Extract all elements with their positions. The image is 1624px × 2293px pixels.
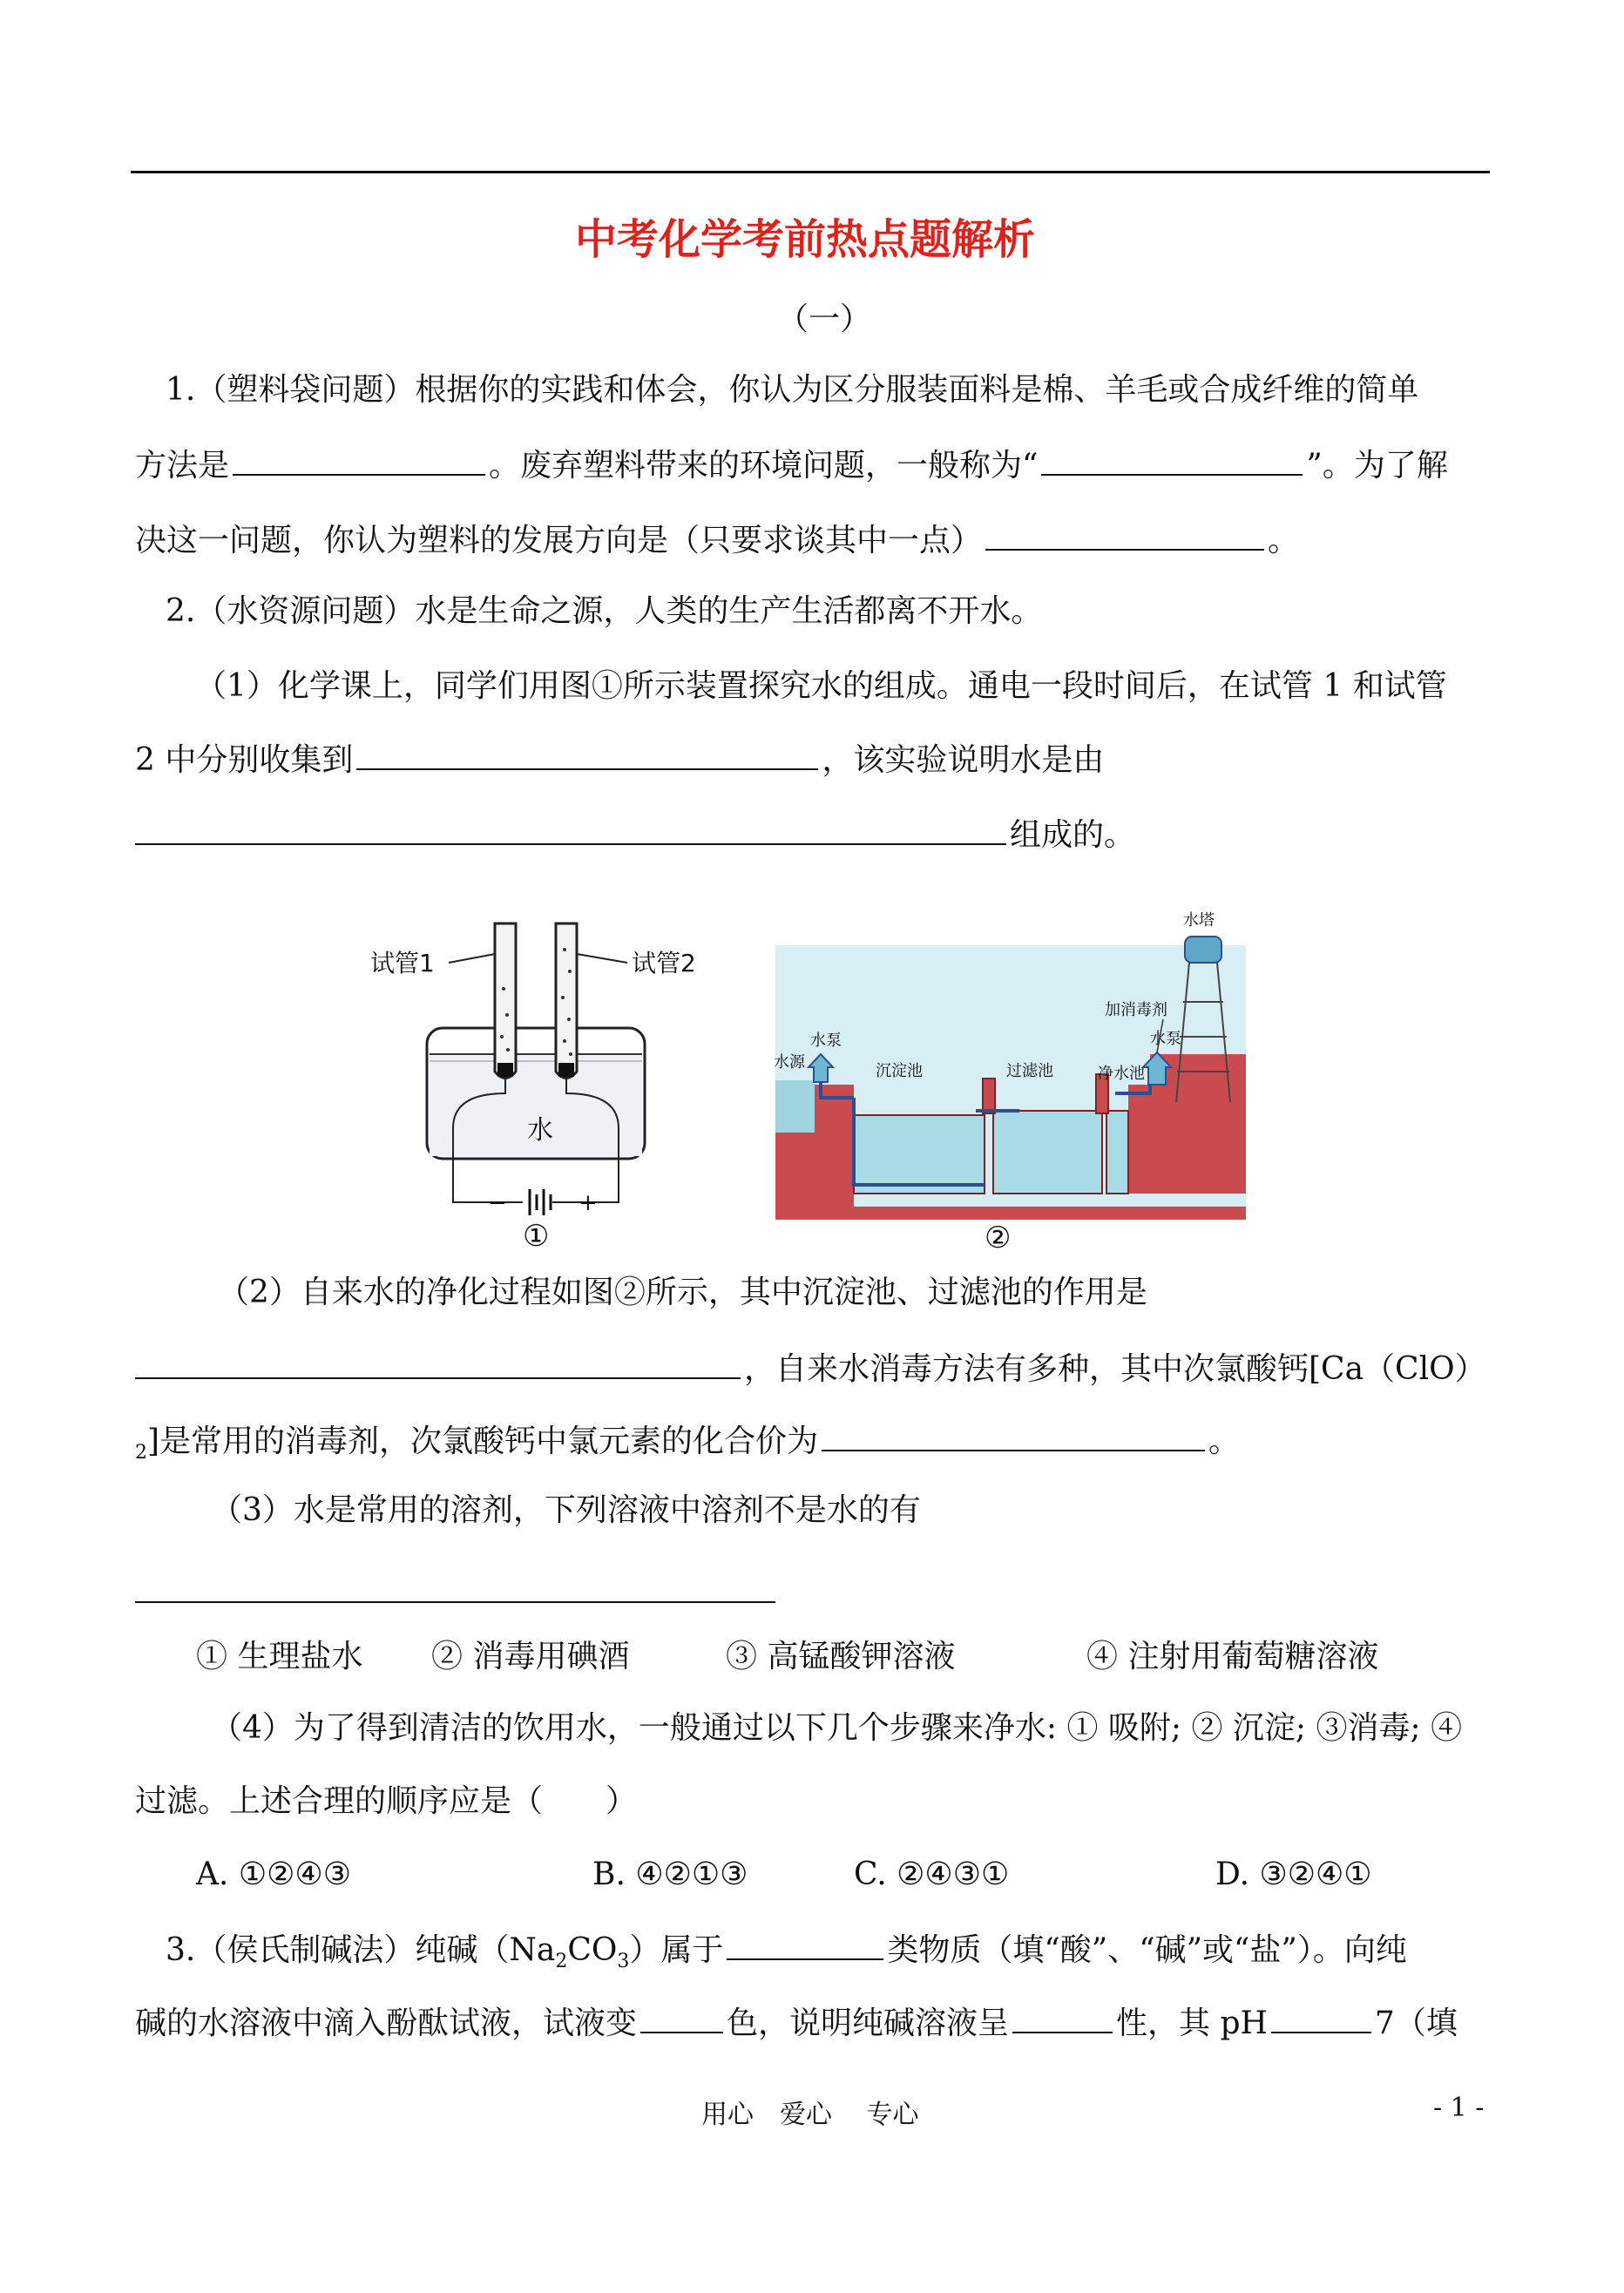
q2-part1-line-1: （1）化学课上，同学们用图①所示装置探究水的组成。通电一段时间后，在试管 1 和试管 [195, 668, 1447, 704]
tube-1-label: 试管1 [370, 949, 435, 977]
q2-part4-option[interactable]: B. ④②①③ [592, 1857, 748, 1892]
label-leader [577, 954, 627, 963]
footer-motto: 用心 爱心 专心 [701, 2100, 919, 2130]
pump-label-2: 水泵 [1150, 1030, 1181, 1048]
q2-part4-option[interactable]: A. ①②④③ [196, 1857, 351, 1892]
tube-2-label: 试管2 [632, 949, 696, 977]
q2-part3-line-1: （3）水是常用的溶剂，下列溶液中溶剂不是水的有 [211, 1492, 921, 1528]
disinfectant-label: 加消毒剂 [1105, 1001, 1167, 1019]
q2-part4-option[interactable]: C. ②④③① [854, 1857, 1010, 1892]
settling-label: 沉淀池 [876, 1062, 923, 1080]
q3-line-1: 3.（侯氏制碱法）纯碱$(Na_2CO_3)$属于 类物质（填“酸”、“碱”或“盐”）。向纯 [166, 1927, 1407, 1983]
answer-blank[interactable] [985, 517, 1264, 551]
clean-tank-label: 净水池 [1098, 1065, 1145, 1083]
answer-blank[interactable] [1041, 443, 1303, 476]
tower-tank [1185, 937, 1221, 963]
header-rule [131, 171, 1490, 173]
q1-line-3: 决这一问题，你认为塑料的发展方向是（只要求谈其中一点） 。 [135, 517, 1299, 562]
negative-terminal: − [488, 1190, 507, 1216]
page-number: - 1 - [1433, 2093, 1485, 2123]
q2-part4-line-1: （4）为了得到清洁的饮用水，一般通过以下几个步骤来净水: ① 吸附; ② 沉淀; ③消毒; ④ [211, 1710, 1463, 1746]
page-title: 中考化学考前热点题解析 [575, 215, 1036, 264]
q1-line-1: 1.（塑料袋问题）根据你的实践和体会，你认为区分服装面料是棉、羊毛或合成纤维的简单 [166, 372, 1419, 408]
section-label: （一） [777, 301, 872, 337]
water-label: 水 [527, 1115, 553, 1146]
q2-part2-line-3: $_2$]是常用的消毒剂，次氯酸钙中氯元素的化合价为 。 [135, 1418, 1240, 1474]
positive-terminal: + [579, 1190, 598, 1216]
q2-part1-line-2: 2 中分别收集到 ，该实验说明水是由 [135, 737, 1104, 781]
q1-line-2: 方法是 。废弃塑料带来的环境问题，一般称为“ ”。为了解 [135, 443, 1448, 487]
source-label: 水源 [774, 1053, 805, 1072]
figure-electrolysis [366, 884, 714, 1250]
answer-blank[interactable] [822, 1418, 1205, 1451]
pump-label-1: 水泵 [810, 1032, 842, 1050]
answer-blank[interactable] [135, 1601, 775, 1603]
filter-tank [993, 1111, 1102, 1194]
tank-divider [983, 1079, 995, 1113]
label-leader [449, 954, 495, 963]
water-tower-label: 水塔 [1183, 911, 1215, 930]
q2-part4-option[interactable]: D. ③②④① [1215, 1857, 1372, 1892]
tube-1 [495, 923, 516, 1079]
answer-blank[interactable] [727, 1927, 883, 1960]
figure-1-caption: ① [523, 1219, 550, 1250]
answer-blank[interactable] [1271, 2000, 1371, 2033]
q2-part3-option[interactable]: ③ 高锰酸钾溶液 [726, 1639, 956, 1674]
q2-part4-line-2: 过滤。上述合理的顺序应是（ ） [135, 1783, 638, 1819]
answer-blank[interactable] [135, 812, 1006, 845]
tube-2 [556, 923, 577, 1079]
figure-water-purification [767, 889, 1263, 1250]
answer-blank[interactable] [135, 1346, 741, 1379]
electrode-1 [497, 1063, 513, 1077]
q2-part3-option[interactable]: ① 生理盐水 [196, 1639, 363, 1674]
q2-part1-line-3: 组成的。 [135, 812, 1135, 856]
filter-label: 过滤池 [1006, 1062, 1053, 1080]
q2-part3-option[interactable]: ④ 注射用葡萄糖溶液 [1086, 1639, 1379, 1674]
q3-line-2: 碱的水溶液中滴入酚酞试液，试液变 色，说明纯碱溶液呈 性，其 pH 7（填 [135, 2000, 1458, 2045]
answer-blank[interactable] [640, 2000, 723, 2033]
figure-2-caption: ② [985, 1221, 1012, 1250]
q2-line-1: 2.（水资源问题）水是生命之源，人类的生产生活都离不开水。 [166, 593, 1043, 629]
q2-part2-line-1: （2）自来水的净化过程如图②所示，其中沉淀池、过滤池的作用是 [218, 1275, 1147, 1310]
clean-tank [1106, 1111, 1128, 1194]
settling-tank [854, 1115, 985, 1194]
answer-blank[interactable] [233, 443, 485, 476]
answer-blank[interactable] [1012, 2000, 1113, 2033]
answer-blank[interactable] [356, 737, 818, 770]
q2-part3-option[interactable]: ② 消毒用碘酒 [431, 1639, 630, 1674]
electrode-2 [558, 1063, 574, 1077]
q2-part2-line-2: ，自来水消毒方法有多种，其中次氯酸钙[Ca（ClO） [135, 1346, 1486, 1390]
river-source [775, 1080, 815, 1133]
